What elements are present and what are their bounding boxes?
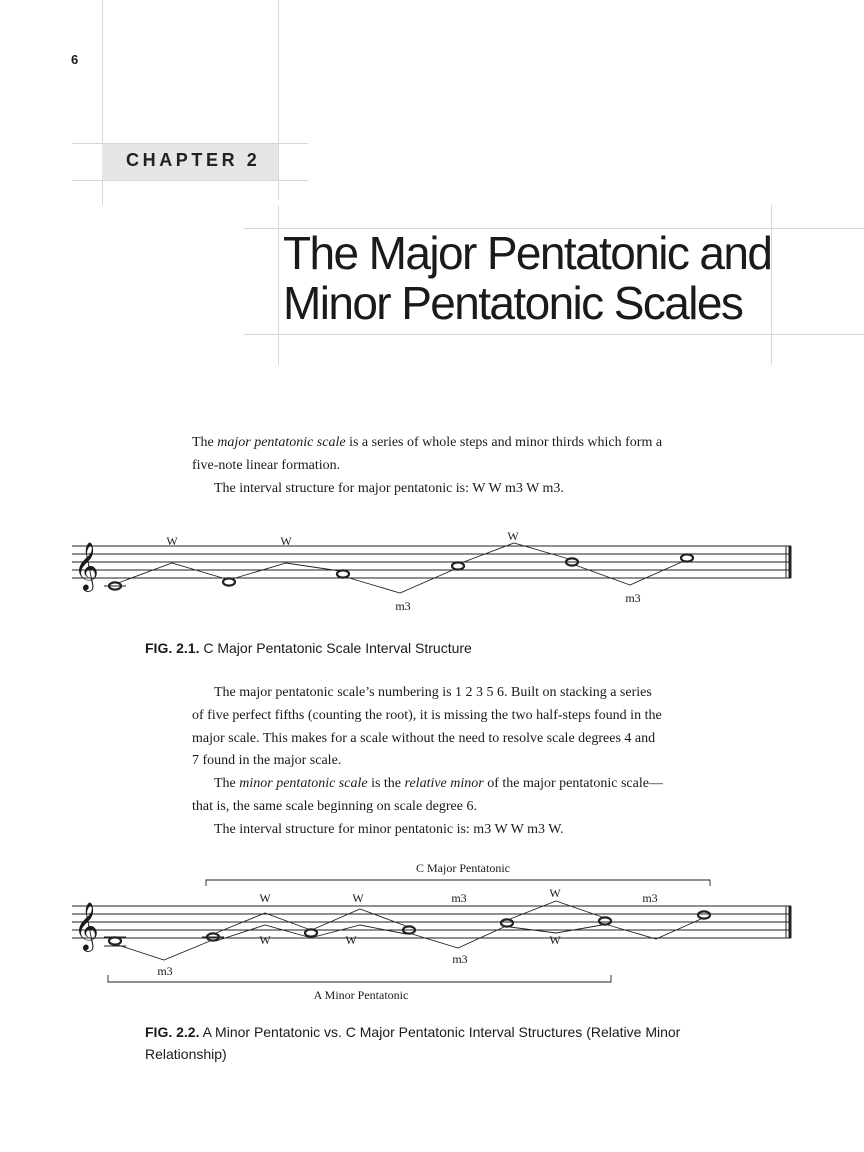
treble-clef-icon: 𝄞 [74,901,99,950]
body-line: 7 found in the major scale. [192,753,342,769]
emphasis-text: major pentatonic scale [217,435,346,450]
interval-label: W [549,886,561,900]
top-bracket [206,880,710,886]
figure-number: FIG. 2.1. [145,640,200,656]
bracket-label: C Major Pentatonic [416,861,510,875]
body-paragraphs [192,682,712,842]
note-g [452,562,464,569]
body-line: The interval structure for minor pentatonic is: m3 W W m3 W. [214,821,564,837]
bracket-label: A Minor Pentatonic [313,988,409,1002]
text-run: is a series of whole steps and minor thirds which form a [345,435,663,450]
interval-wedges [118,543,684,593]
emphasis-text: minor pentatonic scale [239,776,368,792]
interval-label: W [549,933,561,947]
interval-label: W [345,933,357,947]
chapter-label: CHAPTER 2 [126,150,261,170]
figure-2-2-staff [0,855,864,1005]
body-line [192,773,712,796]
figure-2-2-caption [145,1021,680,1065]
interval-label: m3 [642,891,658,905]
interval-label: W [280,534,292,548]
notes [104,554,693,589]
note-g [501,919,513,926]
caption-text: C Major Pentatonic Scale Interval Structure [199,640,472,656]
chapter-title [283,228,771,328]
caption-line: Relationship) [145,1046,227,1062]
intro-paragraphs [192,432,712,500]
body-line: major scale. This makes for a scale without the need to resolve scale degrees 4 and [192,730,656,746]
interval-label: m3 [395,599,411,613]
note-e [337,570,349,577]
interval-label: m3 [452,952,468,966]
text-run: of the major pentatonic scale— [483,776,663,792]
interval-label: W [352,891,364,905]
interval-label: W [259,933,271,947]
chapter-title-line: Minor Pentatonic Scales [283,277,743,329]
text-run: The [192,435,218,450]
intro-line: The interval structure for major pentatonic is: W W m3 W m3. [214,480,564,496]
figure-2-1-staff [0,525,864,620]
intro-line [192,432,712,455]
interval-label: m3 [451,891,467,905]
text-run: The [214,776,240,792]
bottom-bracket [108,975,611,982]
guide-rule [72,180,308,181]
body-line: that is, the same scale beginning on scale degree 6. [192,798,477,814]
note-c-high [681,554,693,561]
interval-label: m3 [157,964,173,978]
figure-number: FIG. 2.2. [145,1024,200,1040]
caption-line [145,1021,680,1043]
guide-rule [278,0,279,200]
guide-rule [278,205,279,365]
interval-label: m3 [625,591,641,605]
interval-wedges [118,901,701,960]
interval-label: W [166,534,178,548]
staff-lines [72,906,791,938]
note-d [305,929,317,936]
interval-label: W [507,529,519,543]
interval-label: W [259,891,271,905]
body-line: The major pentatonic scale’s numbering is 1 2 3 5 6. Built on stacking a series [214,685,652,700]
chapter-title-line: The Major Pentatonic and [283,227,772,279]
intro-line: five-note linear formation. [192,457,341,473]
body-line: of five perfect fifths (counting the root), it is missing the two half-steps found in the [192,707,662,723]
note-c-high [698,911,710,918]
caption-text: A Minor Pentatonic vs. C Major Pentatonic Interval Structures (Relative Minor [199,1024,681,1040]
note-a [109,937,121,944]
text-run: is the [367,776,405,792]
note-d [223,578,235,585]
treble-clef-icon: 𝄞 [74,541,99,590]
figure-2-1-caption [145,637,472,659]
page-number: 6 [71,52,79,67]
staff-lines [72,546,791,578]
emphasis-text: relative minor [404,776,484,792]
note-a-high [599,917,611,924]
